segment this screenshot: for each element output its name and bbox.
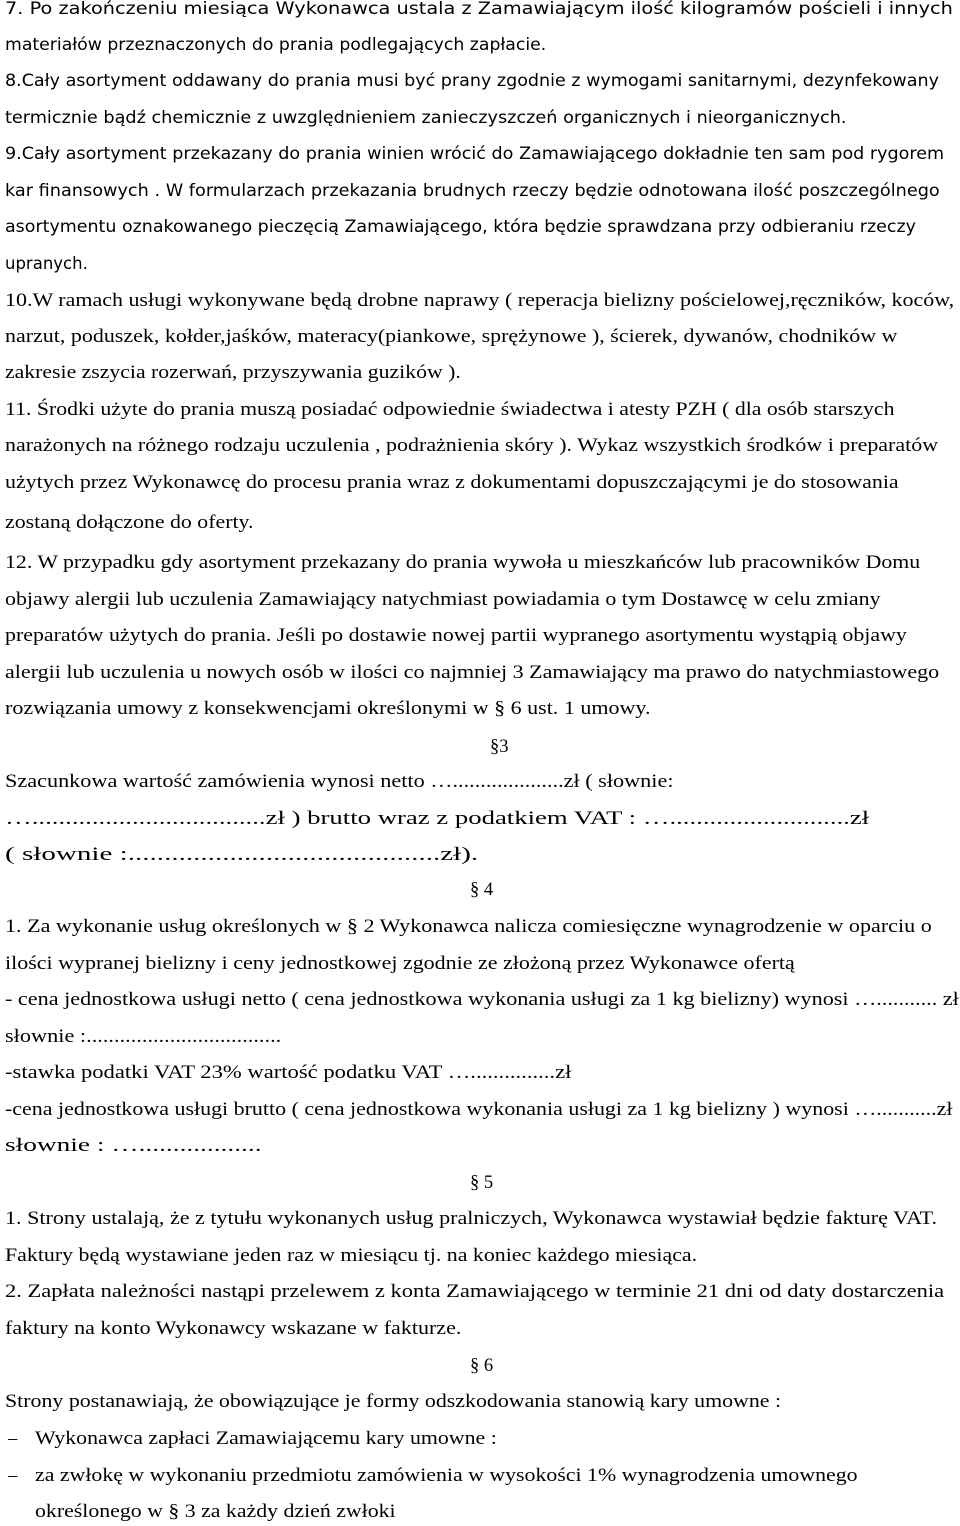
paragraph-9-line-4: upranych.	[5, 254, 88, 273]
paragraph-12-line-5: rozwiązania umowy z konsekwencjami określonymi w § 6 ust. 1 umowy.	[5, 699, 651, 719]
paragraph-11-line-3: użytych przez Wykonawcę do procesu prania wraz z dokumentami dopuszczającymi je do stosowania	[5, 473, 899, 493]
section-4-line-3: - cena jednostkowa usługi netto ( cena jednostkowa wykonania usługi za 1 kg bielizny) wynosi …........... zł	[5, 990, 959, 1010]
section-4-line-4: słownie :...................................	[5, 1027, 282, 1047]
section-5-line-3: 2. Zapłata należności nastąpi przelewem z konta Zamawiającego w terminie 21 dni od daty dostarczenia	[5, 1282, 945, 1302]
paragraph-10-line-3: zakresie zszycia rozerwań, przyszywania guzików ).	[5, 363, 461, 383]
paragraph-11-line-1: 11. Środki użyte do prania muszą posiadać odpowiednie świadectwa i atesty PZH ( dla osób starszych	[5, 400, 895, 420]
section-4-line-6: -cena jednostkowa usługi brutto ( cena jednostkowa wykonania usługi za 1 kg bielizny ) wynosi …...........zł	[5, 1100, 953, 1120]
value-line-2: …...................................zł ) brutto wraz z podatkiem VAT : …...........................zł	[5, 809, 870, 829]
section-heading-4: § 4	[470, 880, 494, 900]
section-4-line-5: -stawka podatki VAT 23% wartość podatku VAT …...............zł	[5, 1063, 572, 1083]
paragraph-12-line-4: alergii lub uczulenia u nowych osób w ilości co najmniej 3 Zamawiający ma prawo do natychmiastowego	[5, 663, 940, 683]
paragraph-8-line-1: 8.Cały asortyment oddawany do prania musi być prany zgodnie z wymogami sanitarnymi, dezynfekowany	[5, 71, 939, 90]
paragraph-10-line-1: 10.W ramach usługi wykonywane będą drobne naprawy ( reperacja bielizny pościelowej,ręczników, koców,	[5, 291, 955, 311]
paragraph-12-line-2: objawy alergii lub uczulenia Zamawiający natychmiast powiadamia o tym Dostawcę w celu zmiany	[5, 590, 881, 610]
paragraph-9-line-2: kar finansowych . W formularzach przekazania brudnych rzeczy będzie odnotowana ilość poszczególnego	[5, 181, 940, 200]
section-6-list-item-2-line-1: za zwłokę w wykonaniu przedmiotu zamówienia w wysokości 1% wynagrodzenia umownego	[35, 1466, 858, 1486]
section-6-list-item-2-line-2: określonego w § 3 za każdy dzień zwłoki	[35, 1502, 396, 1522]
section-4-line-1: 1. Za wykonanie usług określonych w § 2 Wykonawca nalicza comiesięczne wynagrodzenie w oparciu o	[5, 917, 932, 937]
paragraph-8-line-2: termicznie bądź chemicznie z uwzględnieniem zanieczyszczeń organicznych i nieorganicznych.	[5, 108, 847, 127]
paragraph-11-line-2: narażonych na różnego rodzaju uczulenia , podrażnienia skóry ). Wykaz wszystkich środków i preparatów	[5, 436, 939, 456]
value-line-1: Szacunkowa wartość zamówienia wynosi netto …....................zł ( słownie:	[5, 772, 674, 792]
section-5-line-4: faktury na konto Wykonawcy wskazane w fakturze.	[5, 1319, 462, 1339]
section-5-line-1: 1. Strony ustalają, że z tytułu wykonanych usług pralniczych, Wykonawca wystawiał będzie fakturę VAT.	[5, 1209, 937, 1229]
paragraph-12-line-3: preparatów użytych do prania. Jeśli po dostawie nowej partii wypranego asortymentu wystąpią objawy	[5, 626, 907, 646]
section-heading-5: § 5	[470, 1173, 494, 1193]
section-heading-3: §3	[490, 737, 509, 757]
paragraph-7-line-1: 7. Po zakończeniu miesiąca Wykonawca ustala z Zamawiającym ilość kilogramów pościeli i innych	[5, 0, 953, 18]
paragraph-12-line-1: 12. W przypadku gdy asortyment przekazany do prania wywoła u mieszkańców lub pracowników Domu	[5, 553, 921, 573]
section-5-line-2: Faktury będą wystawiane jeden raz w miesiącu tj. na koniec każdego miesiąca.	[5, 1246, 698, 1266]
section-heading-6: § 6	[470, 1356, 494, 1376]
list-dash-2: –	[8, 1466, 18, 1486]
section-4-line-7: słownie : …..................	[5, 1136, 262, 1156]
list-dash-1: –	[8, 1429, 18, 1449]
paragraph-11-line-4: zostaną dołączone do oferty.	[5, 513, 254, 533]
paragraph-9-line-1: 9.Cały asortyment przekazany do prania winien wrócić do Zamawiającego dokładnie ten sam pod rygorem	[5, 144, 945, 163]
section-6-line-1: Strony postanawiają, że obowiązujące je formy odszkodowania stanowią kary umowne :	[5, 1392, 782, 1412]
paragraph-7-line-2: materiałów przeznaczonych do prania podlegających zapłacie.	[5, 35, 547, 54]
value-line-3: ( słownie :...........................................zł).	[5, 845, 479, 865]
paragraph-9-line-3: asortymentu oznakowanego pieczęcią Zamawiającego, która będzie sprawdzana przy odbieraniu rzeczy	[5, 217, 916, 236]
section-6-list-item-1: Wykonawca zapłaci Zamawiającemu kary umowne :	[35, 1429, 497, 1449]
section-4-line-2: ilości wypranej bielizny i ceny jednostkowej zgodnie ze złożoną przez Wykonawce ofertą	[5, 954, 795, 974]
paragraph-10-line-2: narzut, poduszek, kołder,jaśków, materacy(piankowe, sprężynowe ), ścierek, dywanów, chodników w	[5, 327, 898, 347]
